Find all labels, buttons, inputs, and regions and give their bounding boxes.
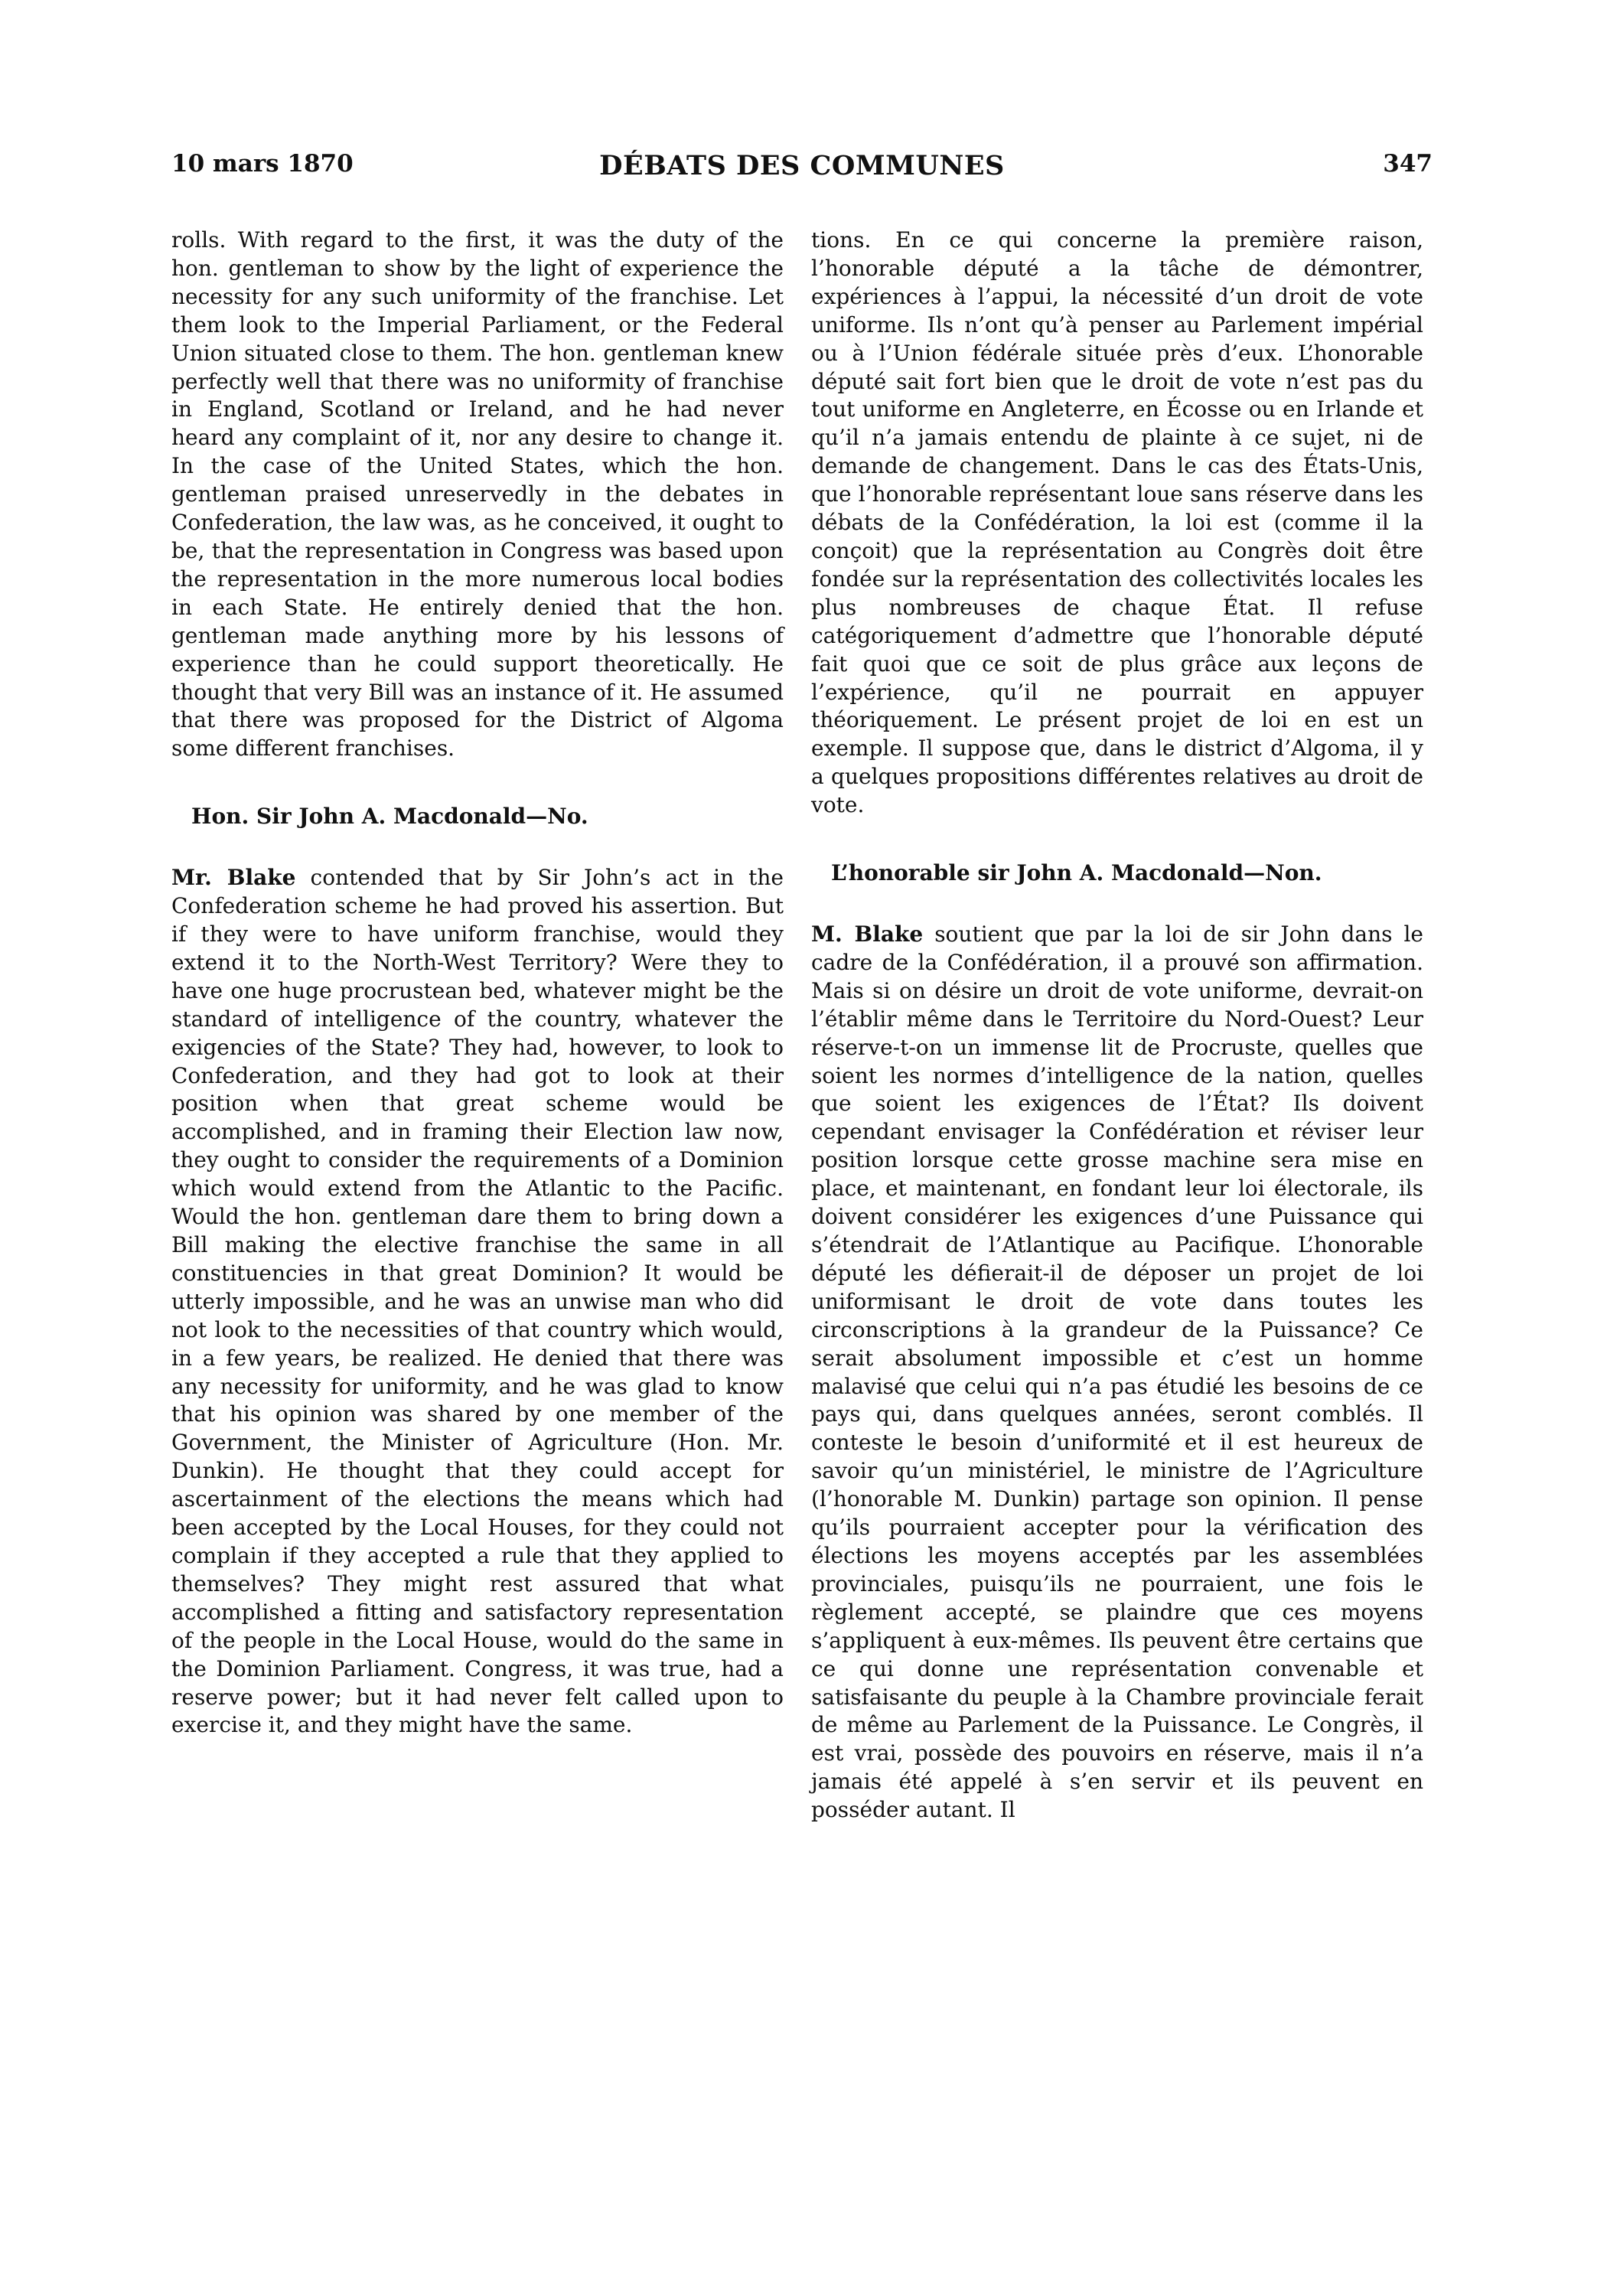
header-date: 10 mars 1870: [171, 150, 354, 178]
french-column: [811, 227, 1423, 1825]
french-interjection-macdonald: L’honorable sir John A. Macdonald—Non.: [831, 860, 1322, 886]
english-paragraph-2-text: contended that by Sir John’s act in the Confederation scheme he had proved his assertion. But if they were to have uniform franchise, would they extend it to the North-West Territory? Were they to have one huge procrustean bed, whatever might be the standard of intelligence of the country, whatever the exigencies of the State? They had, however, to look to Confederation, and they had got to look at their position when that great scheme would be accomplished, and in framing their Election law now, they ought to consider the requirements of a Dominion which would extend from the Atlantic to the Pacific. Would the hon. gentleman dare them to bring down a Bill making the elective franchise the same in all constituencies in that great Dominion? It would be utterly impossible, and he was an unwise man who did not look to the necessities of that country which would, in a few years, be realized. He denied that there was any necessity for uniformity, and he was glad to know that his opinion was shared by one member of the Government, the Minister of Agriculture (Hon. Mr. Dunkin). He thought that they could accept for ascertainment of the elections the means which had been accepted by the Local Houses, for they could not complain if they accepted a rule that they applied to themselves? They might rest assured that what accomplished a fitting and satisfactory representation of the people in the Local House, would do the same in the Dominion Parliament. Congress, it was true, had a reserve power; but it had never felt called upon to exercise it, and they might have the same.: [171, 865, 784, 1738]
page-number: 347: [1383, 150, 1433, 178]
french-paragraph-1: tions. En ce qui concerne la première raison, l’honorable député a la tâche de démontrer, expériences à l’appui, la nécessité d’un droit de vote uniforme. Ils n’ont qu’à penser au Parlement impérial ou à l’Union fédérale située près d’eux. L’honorable député sait fort bien que le droit de vote n’est pas du tout uniforme en Angleterre, en Écosse ou en Irlande et qu’il n’a jamais entendu de plainte à ce sujet, ni de demande de changement. Dans le cas des États-Unis, que l’honorable représentant loue sans réserve dans les débats de la Confédération, la loi est (comme il la conçoit) que la représentation au Congrès doit être fondée sur la représentation des collectivités locales les plus nombreuses de chaque État. Il refuse catégoriquement d’admettre que l’honorable député fait quoi que ce soit de plus grâce aux leçons de l’expérience, qu’il ne pourrait en appuyer théoriquement. Le présent projet de loi en est un exemple. Il suppose que, dans le district d’Algoma, il y a quelques propositions différentes relatives au droit de vote.: [811, 227, 1423, 818]
french-paragraph-2-text: soutient que par la loi de sir John dans le cadre de la Confédération, il a prouvé son affirmation. Mais si on désire un droit de vote uniforme, devrait-on l’établir même dans le Territoire du Nord-Ouest? Leur réserve-t-on un immense lit de Procruste, quelles que soient les normes d’intelligence de la nation, quelles que soient les exigences de l’État? Ils doivent cependant envisager la Confédération et réviser leur position lorsque cette grosse machine sera mise en place, et maintenant, en fondant leur loi électorale, ils doivent considérer les exigences d’une Puissance qui s’étendrait de l’Atlantique au Pacifique. L’honorable député les défierait-il de déposer un projet de loi uniformisant le droit de vote dans toutes les circonscriptions à la grandeur de la Puissance? Ce serait absolument impossible et c’est un homme malavisé que celui qui n’a pas étudié les besoins de ce pays qui, dans quelques années, seront comblés. Il conteste le besoin d’uniformité et il est heureux de savoir qu’un ministériel, le ministre de l’Agriculture (l’honorable M. Dunkin) partage son opinion. Il pense qu’ils pourraient accepter pour la vérification des élections les moyens acceptés par les assemblées provinciales, puisqu’ils ne pourraient, une fois le règlement accepté, se plaindre que ces moyens s’appliquent à eux-mêmes. Ils peuvent être certains que ce qui donne une représentation convenable et satisfaisante du peuple à la Chambre provinciale ferait de même au Parlement de la Puissance. Le Congrès, il est vrai, possède des pouvoirs en réserve, mais il n’a jamais été appelé à s’en servir et ils peuvent en posséder autant. Il: [811, 921, 1423, 1823]
english-column: [171, 227, 784, 1740]
english-paragraph-2: [171, 864, 784, 1740]
page-header: [171, 150, 1433, 185]
header-title: DÉBATS DES COMMUNES: [599, 150, 1005, 181]
french-speaker-name: M. Blake: [811, 921, 924, 947]
french-paragraph-2: [811, 921, 1423, 1825]
english-interjection-macdonald: Hon. Sir John A. Macdonald—No.: [191, 804, 588, 830]
english-paragraph-1: rolls. With regard to the first, it was the duty of the hon. gentleman to show by the light of experience the necessity for any such uniformity of the franchise. Let them look to the Imperial Parliament, or the Federal Union situated close to them. The hon. gentleman knew perfectly well that there was no uniformity of franchise in England, Scotland or Ireland, and he had never heard any complaint of it, nor any desire to change it. In the case of the United States, which the hon. gentleman praised unreservedly in the debates in Confederation, the law was, as he conceived, it ought to be, that the representation in Congress was based upon the representation in the more numerous local bodies in each State. He entirely denied that the hon. gentleman made anything more by his lessons of experience than he could support theoretically. He thought that very Bill was an instance of it. He assumed that there was proposed for the District of Algoma some different franchises.: [171, 227, 784, 762]
english-speaker-name: Mr. Blake: [171, 865, 296, 891]
